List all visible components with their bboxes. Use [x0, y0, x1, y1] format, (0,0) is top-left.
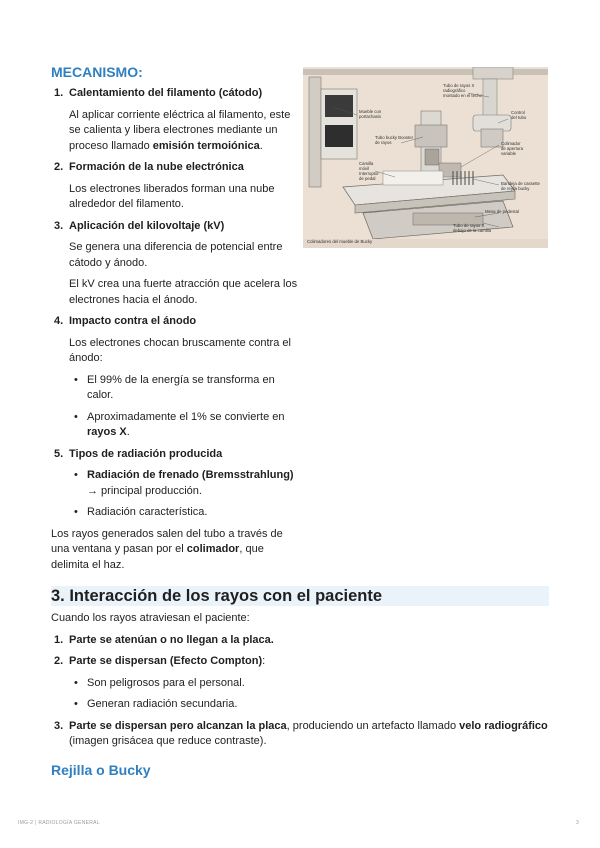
mechanism-closing: Los rayos generados salen del tubo a través de una ventana y pasan por el colimador, que delimita el haz. — [51, 527, 283, 571]
interaction-item-2 — [51, 654, 551, 713]
fig-label: Mueble con — [359, 109, 382, 114]
xray-room-illustration — [303, 67, 548, 248]
svg-text:variable — [501, 151, 517, 156]
svg-text:de rayos — [375, 140, 391, 145]
fig-label: de rayos — [375, 140, 392, 145]
page-number: 3 — [576, 820, 579, 826]
step-title: Aplicación del kilovoltaje (kV) — [69, 219, 225, 232]
item-text: Parte se atenúan o no llegan a la placa. — [69, 633, 274, 646]
item-number: 2. — [54, 655, 64, 667]
fig-label: radiográfico — [443, 88, 466, 93]
step-title: Formación de la nube electrónica — [69, 161, 244, 173]
fig-label: Tubo de rayos X — [453, 223, 485, 228]
bullet-item: • Radiación característica. — [69, 505, 303, 521]
step-number: 2. — [54, 161, 64, 173]
step-number: 3. — [54, 219, 64, 232]
fig-label: de rejilla bucky — [501, 186, 530, 191]
svg-text:del tubo — [511, 115, 527, 120]
step-title: Tipos de radiación producida — [69, 447, 223, 460]
bullet-item: • Son peligrosos para el personal. — [69, 676, 551, 692]
interaction-item-3 — [51, 719, 551, 750]
step-text: Se genera una diferencia de potencial entre cátodo y ánodo. — [69, 241, 283, 269]
step-text: El kV crea una fuerte atracción que acelera los electrones hacia el ánodo. — [69, 278, 298, 306]
fig-label: de pedal — [359, 176, 376, 181]
step-4 — [51, 314, 303, 441]
section-3-heading: 3. Interacción de los rayos con el paciente — [51, 587, 383, 605]
fig-label: montado en el techo — [443, 93, 482, 98]
fig-label: variable — [501, 151, 517, 156]
rejilla-heading: Rejilla o Bucky — [51, 762, 151, 778]
step-title: Impacto contra el ánodo — [69, 315, 197, 327]
step-2 — [51, 160, 303, 213]
fig-label: Tubo de rayos X — [443, 83, 475, 88]
step-title: Calentamiento del filamento (cátodo) — [69, 87, 263, 99]
svg-text:montado en el techo — [443, 93, 483, 98]
fig-label: portachasis — [359, 114, 381, 119]
bullet-item: • Aproximadamente el 1% se convierte en rayos X. — [69, 410, 303, 441]
fig-label: Colimador — [501, 141, 521, 146]
svg-text:de rejilla bucky — [501, 186, 530, 191]
page-footer: IMG-2 | RADIOLOGÍA GENERAL — [18, 820, 100, 826]
fig-label: Control — [511, 110, 525, 115]
step-1 — [51, 86, 303, 154]
step-text: Los electrones chocan bruscamente contra el ánodo: — [69, 336, 291, 364]
fig-label: de apertura — [501, 146, 523, 151]
section-intro: Cuando los rayos atraviesan el paciente: — [51, 612, 250, 624]
section-3-body — [51, 611, 551, 750]
fig-label: Camilla — [359, 161, 374, 166]
step-number: 4. — [54, 315, 64, 327]
svg-text:Colimadores del mueble de Buck — [307, 239, 373, 244]
fig-label: Bandeja de cassette — [501, 181, 540, 186]
fig-label: Interruptor — [359, 171, 379, 176]
fig-label: Mesa de pedestal — [485, 209, 519, 214]
item-text: Parte se dispersan pero alcanzan la placa, produciendo un artefacto llamado velo radiográfico (imagen grisácea que reduce contraste). — [69, 719, 548, 747]
step-number: 5. — [54, 447, 64, 460]
step-text: Los electrones liberados forman una nube alrededor del filamento. — [69, 182, 275, 210]
item-number: 1. — [54, 633, 64, 646]
bullet-item: • Radiación de frenado (Bremsstrahlung) → principal producción. — [69, 468, 303, 499]
step-3 — [51, 219, 303, 309]
item-text: Parte se dispersan (Efecto Compton): — [69, 655, 266, 667]
svg-text:debajo de la camilla — [453, 228, 492, 233]
step-text: Al aplicar corriente eléctrica al filamento, este se calienta y libera electrones mediante un proceso llamado emisión termoiónica. — [69, 108, 291, 152]
mechanism-heading: MECANISMO: — [51, 64, 143, 80]
bullet-item: • Generan radiación secundaria. — [69, 697, 551, 713]
step-number: 1. — [54, 87, 64, 99]
mechanism-steps — [51, 86, 303, 573]
svg-text:portachasis — [359, 114, 381, 119]
svg-text:de pedal — [359, 176, 376, 181]
bullet-item: • El 99% de la energía se transforma en calor. — [69, 373, 303, 404]
interaction-item-1 — [51, 633, 551, 649]
fig-caption: Colimadores del mueble de Bucky — [307, 239, 373, 244]
fig-label: del tubo — [511, 115, 527, 120]
fig-label: móvil — [359, 166, 370, 171]
fig-label: debajo de la camilla — [453, 228, 491, 233]
svg-text:Mesa de pedestal — [485, 209, 519, 214]
xray-room-figure — [303, 67, 548, 248]
fig-label: Tubo bucky Booster — [375, 135, 414, 140]
item-number: 3. — [54, 719, 64, 732]
step-5 — [51, 447, 303, 521]
